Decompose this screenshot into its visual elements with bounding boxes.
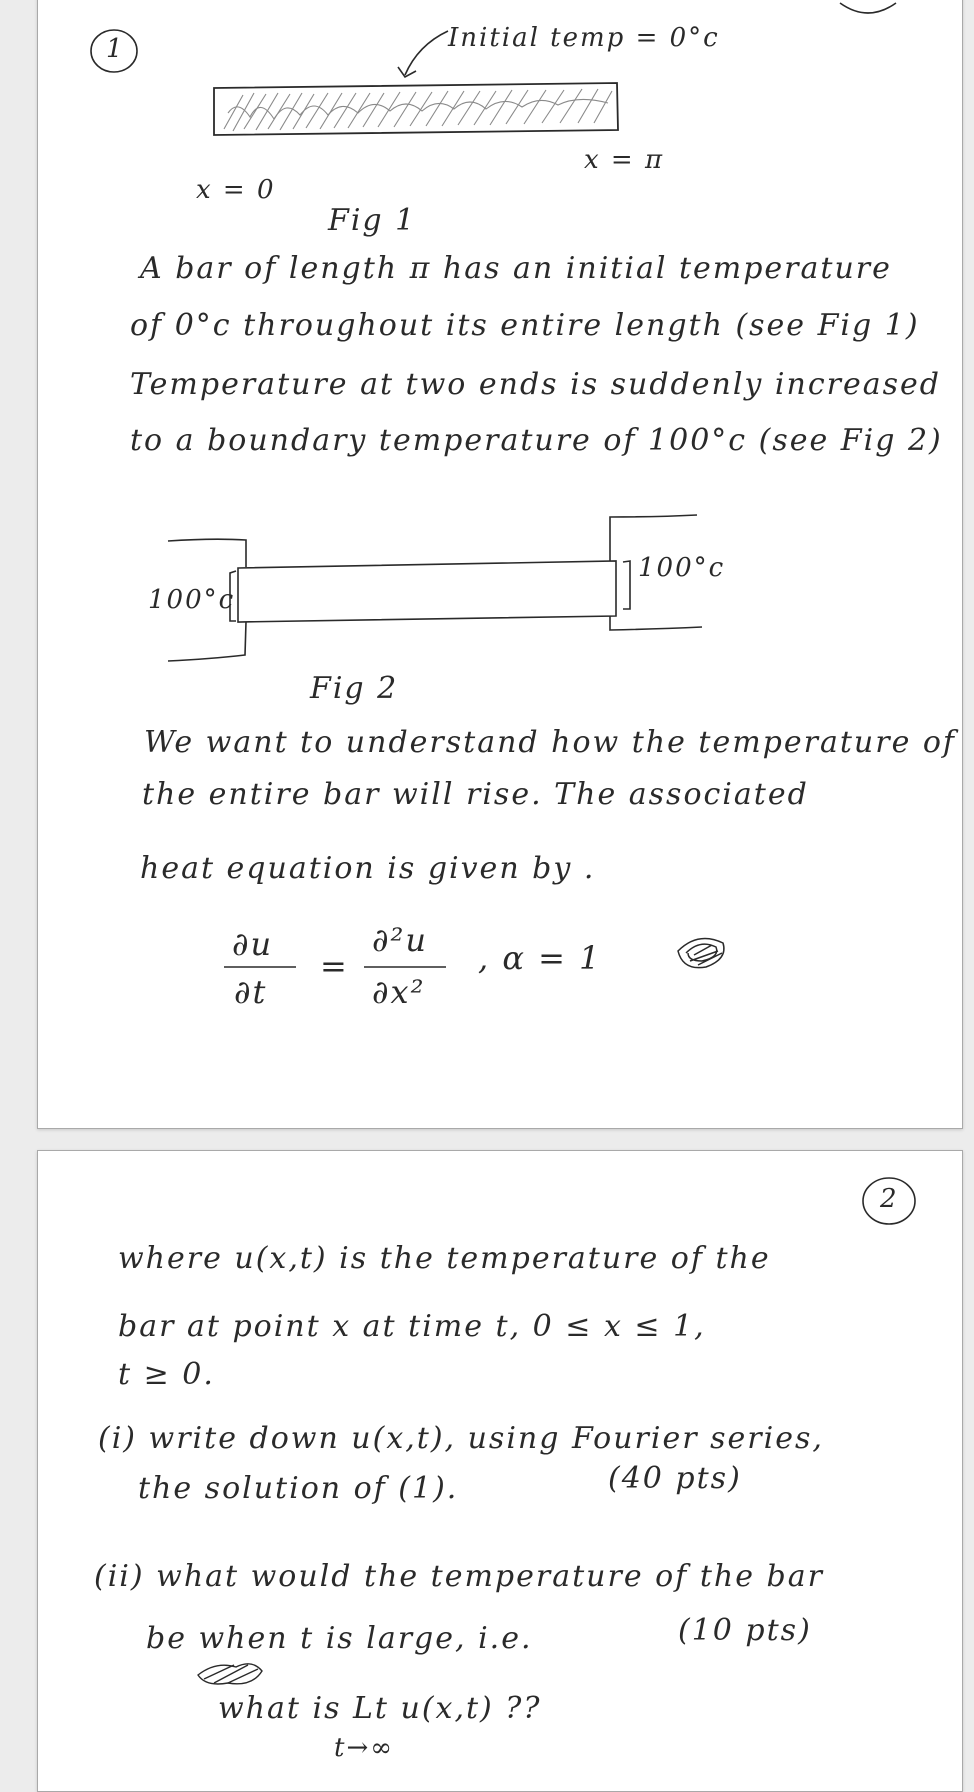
callout-initial-temp: Initial temp = 0°c bbox=[448, 23, 720, 53]
equation-lhs-denominator: ∂t bbox=[234, 973, 268, 1011]
scribble-mark bbox=[678, 939, 724, 968]
equation-equals: = bbox=[320, 947, 349, 985]
fig2-caption: Fig 2 bbox=[310, 671, 399, 706]
page-1 bbox=[37, 0, 963, 1129]
question-i-line-2: the solution of (1). bbox=[138, 1471, 459, 1506]
question-ii-line-1: (ii) what would the temperature of the bar bbox=[94, 1559, 824, 1594]
equation-condition: , α = 1 bbox=[478, 939, 602, 977]
paragraph-1-line: Temperature at two ends is suddenly increased bbox=[130, 367, 941, 402]
equation-lhs-numerator: ∂u bbox=[232, 925, 274, 963]
paragraph-where-line: bar at point x at time t, 0 ≤ x ≤ 1, bbox=[118, 1309, 706, 1344]
paragraph-1-line: to a boundary temperature of 100°c (see Fig 2) bbox=[130, 423, 943, 458]
struck-out-scribble bbox=[198, 1664, 262, 1684]
limit-subscript: t→∞ bbox=[334, 1733, 394, 1763]
equation-rhs-denominator: ∂x² bbox=[372, 973, 426, 1011]
fig2-drawing bbox=[168, 515, 702, 661]
paragraph-2-line: heat equation is given by . bbox=[140, 851, 596, 886]
question-ii-line-3: what is Lt u(x,t) ?? bbox=[218, 1691, 542, 1726]
question-i-line-1: (i) write down u(x,t), using Fourier series, bbox=[98, 1421, 824, 1456]
page-number-1: 1 bbox=[106, 34, 125, 64]
callout-arrow bbox=[405, 31, 448, 75]
label-x-pi: x = π bbox=[584, 145, 665, 175]
corner-circle-fragment bbox=[840, 3, 896, 13]
question-ii-points: (10 pts) bbox=[678, 1613, 812, 1648]
page-2 bbox=[37, 1150, 963, 1792]
label-x-zero: x = 0 bbox=[196, 175, 276, 205]
question-i-points: (40 pts) bbox=[608, 1461, 742, 1496]
paragraph-1-line: of 0°c throughout its entire length (see Fig 1) bbox=[130, 308, 920, 343]
equation-rhs-numerator: ∂²u bbox=[372, 921, 428, 959]
page-number-2: 2 bbox=[880, 1184, 899, 1214]
fig1-bar bbox=[214, 83, 618, 135]
paragraph-where-line: where u(x,t) is the temperature of the bbox=[118, 1241, 771, 1276]
paragraph-where-line: t ≥ 0. bbox=[118, 1357, 215, 1392]
fig2-right-bracket bbox=[623, 561, 630, 609]
fig2-right-temp: 100°c bbox=[638, 553, 726, 583]
fig1-bar-shading bbox=[224, 89, 612, 131]
paragraph-2-line: We want to understand how the temperature of bbox=[144, 725, 957, 760]
paragraph-1-line: A bar of length π has an initial temperature bbox=[140, 251, 892, 286]
paragraph-2-line: the entire bar will rise. The associated bbox=[142, 777, 809, 812]
fig2-left-temp: 100°c bbox=[148, 585, 236, 615]
fig1-caption: Fig 1 bbox=[328, 203, 417, 238]
question-ii-line-2: be when t is large, i.e. bbox=[146, 1621, 533, 1656]
fig2-bar bbox=[238, 561, 616, 622]
